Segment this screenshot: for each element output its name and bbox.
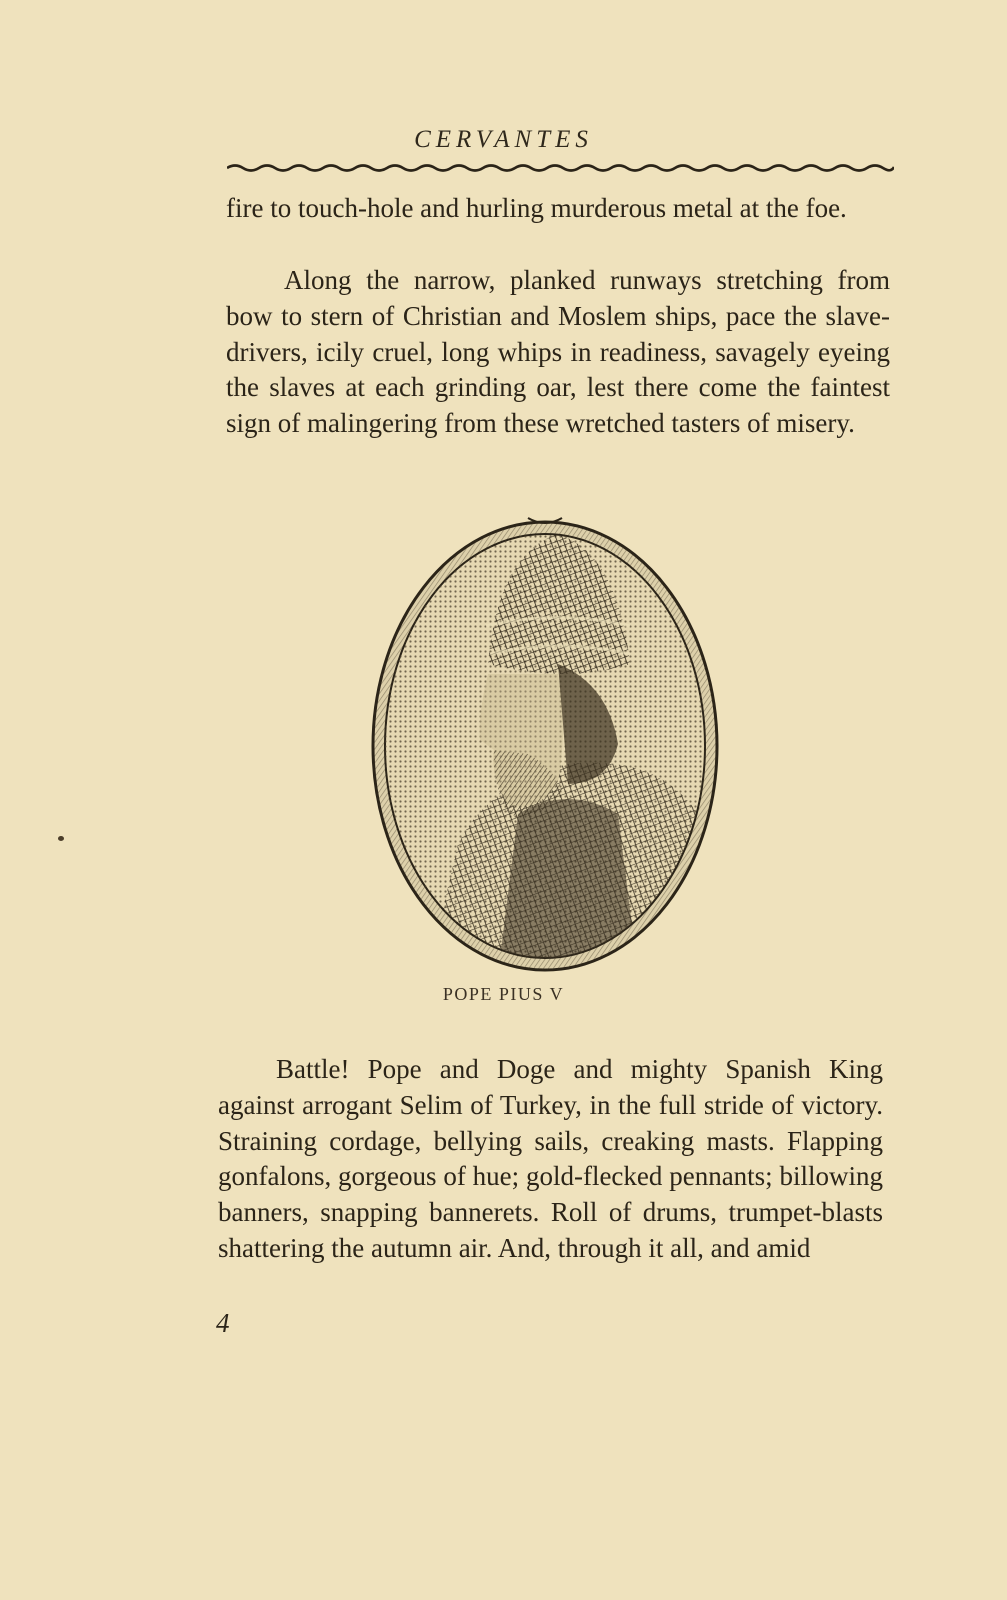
pope-portrait-engraving [368,514,722,974]
paper-speck [58,836,64,841]
illustration-caption: POPE PIUS V [442,984,565,1004]
page-number: 4 [216,1308,230,1338]
body-paragraph-3: Battle! Pope and Doge and mighty Spanish King against arrogant Selim of Turkey, in the full stride of victory. Straining cordage, bellying sails, creaking masts. Flapping gonfalons, gorgeous of hue; gold-flecked pennants; billowing banners, snapping bannerets. Roll of drums, trumpet-blasts shattering the autumn air. And, through it all, and amid [218,1054,883,1263]
running-head-title: CERVANTES [414,126,593,153]
wavy-header-rule [227,162,894,172]
body-paragraph-2: Along the narrow, planked runways stretching from bow to stern of Christian and Moslem ships, pace the slave-drivers, icily cruel, long whips in readiness, savagely eyeing the slaves at each grinding oar, lest there come the faintest sign of malingering from these wretched tasters of misery. [226,265,890,439]
body-paragraph-1: fire to touch-hole and hurling murderous metal at the foe. [226,193,847,223]
